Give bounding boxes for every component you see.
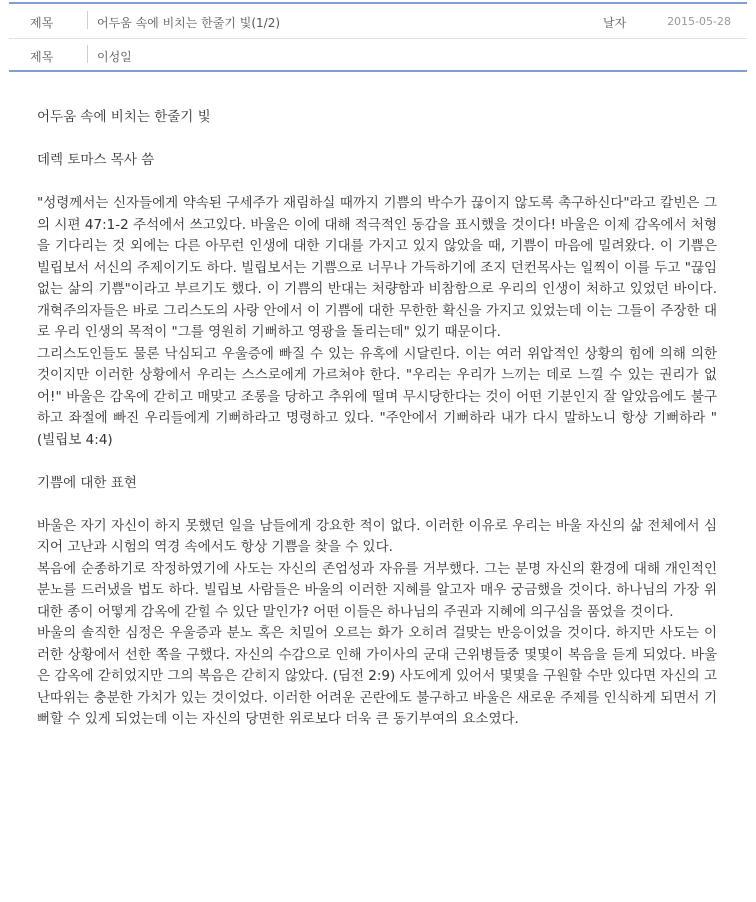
title-label: 제목 <box>30 16 54 30</box>
paragraph-3: 바울은 자기 자신이 하지 못했던 일을 남들에게 강요한 적이 없다. 이러한 이유로 우리는 바울 자신의 삶 전체에서 심지어 고난과 시험의 역경 속에서도 항상 기쁨을 찾을 수 있다. <box>37 517 717 555</box>
header-bottom-rule <box>9 70 747 72</box>
date-value: 2015-05-28 <box>667 15 731 28</box>
title-value: 어두움 속에 비치는 한줄기 빛(1/2) <box>97 16 281 30</box>
author-value: 이성일 <box>97 50 132 64</box>
spacer <box>37 451 717 473</box>
post-content <box>37 107 717 731</box>
paragraph-5: 바울의 솔직한 심정은 우울증과 분노 혹은 치밀어 오르는 화가 오히려 걸맞는 반응이었을 것이다. 하지만 사도는 이러한 상황에서 선한 쪽을 구했다. 자신의 수감으로 인해 가이사의 군대 근위병들중 몇몇이 복음을 듣게 되었다. 바울은 감옥에 갇히었지만 그의 복음은 갇히지 않았다. (딤전 2:9) 사도에게 있어서 몇몇을 구원할 수만 있다면 자신의 고난따위는 충분한 가치가 있는 것이었다. 이러한 어려운 곤란에도 불구하고 바울은 새로운 주제를 인식하게 되면서 기뻐할 수 있게 되었는데 이는 자신의 당면한 위로보다 더욱 큰 동기부여의 요소였다. <box>37 625 717 727</box>
section-heading: 기쁨에 대한 표현 <box>37 474 137 491</box>
date-label: 날자 <box>603 16 627 30</box>
author-divider <box>87 45 88 63</box>
spacer <box>37 494 717 516</box>
author-row <box>9 38 747 72</box>
post-header <box>0 0 756 72</box>
paragraph-4: 복음에 순종하기로 작정하였기에 사도는 자신의 존엄성과 자유를 거부했다. 그는 분명 자신의 환경에 대해 개인적인 분노를 드러냈을 법도 하다. 빌립보 사람들은 바울의 이러한 지혜를 알고자 매우 궁금했을 것이다. 하나님의 가장 위대한 종이 어떻게 감옥에 갇힐 수 있단 말인가? 어떤 이들은 하나님의 주권과 지혜에 의구심을 품었을 것이다. <box>37 560 717 620</box>
paragraph-2: 그리스도인들도 물론 낙심되고 우울증에 빠질 수 있는 유혹에 시달린다. 이는 여러 위압적인 상황의 힘에 의해 의한 것이지만 이러한 상황에서 우리는 스스로에게 가르쳐야 한다. "우리는 우리가 느끼는 데로 느낄 수 있는 권리가 없어!" 바울은 감옥에 갇히고 매맞고 조롱을 당하고 추위에 떨며 무시당한다는 것이 어떤 기분인지 잘 알았음에도 불구하고 좌절에 빠진 우리들에게 기뻐하라고 명령하고 있다. "주안에서 기뻐하라 내가 다시 말하노니 항상 기뻐하라 " (빌립보 4:4) <box>37 345 717 448</box>
title-row <box>9 4 747 39</box>
spacer <box>37 172 717 194</box>
article-author: 데렉 토마스 목사 씀 <box>37 152 155 168</box>
spacer <box>37 129 717 151</box>
title-divider <box>87 11 88 29</box>
author-label: 제목 <box>30 50 54 64</box>
paragraph-1: "성령께서는 신자들에게 약속된 구세주가 재림하실 때까지 기쁨의 박수가 끊이지 않도록 촉구하신다"라고 칼빈은 그의 시편 47:1-2 주석에서 쓰고있다. 바울은 이에 대해 적극적인 동감을 표시했을 것이다! 바울은 이제 감옥에서 처형을 기다리는 것 외에는 다른 아무런 인생에 대한 기대를 가지고 있지 않았을 때, 기쁨이 마음에 밀려왔다. 이 기쁨은 빌립보서 서신의 주제이기도 하다. 빌립보서는 기쁨으로 너무나 가득하기에 조지 던컨목사는 일찍이 이를 두고 "끊임없는 삶의 기쁨"이라고 부르기도 했다. 이 기쁨의 반대는 처량함과 비참함으로 우리의 인생이 처하고 있었던 바이다. 개혁주의자들은 바로 그리스도의 사랑 안에서 이 기쁨에 대한 무한한 확신을 가지고 있었는데 이는 그들이 주장한 대로 우리 인생의 목적이 "그를 영원히 기뻐하고 영광을 돌리는데" 있기 때문이다. <box>37 195 717 340</box>
article-title: 어두움 속에 비치는 한줄기 빛 <box>37 109 211 125</box>
